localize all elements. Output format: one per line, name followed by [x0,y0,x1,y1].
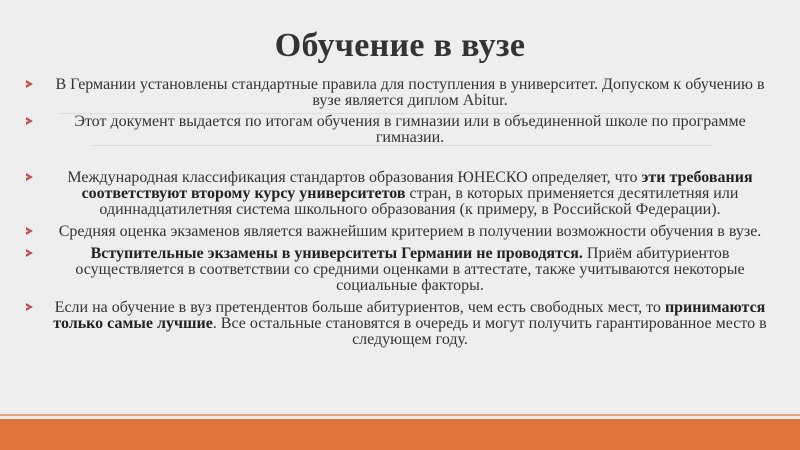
bullet-text: В Германии установлены стандартные правила для поступления в университет. Допуском к обучению в вузе является диплом Abitur. [55,76,765,109]
bullet-bold-text: Вступительные экзамены в университеты Германии не проводятся. [90,245,583,262]
footer-accent-line [0,414,800,416]
bullet-text: . Все остальные становятся в очередь и могут получить гарантированное место в следующем году. [212,315,767,348]
bullet-text: Международная классификация стандартов образования ЮНЕСКО определяет, что [67,169,642,186]
bullet-item [26,77,780,109]
bullet-bold-text: эти требования соответствуют второму курсу университетов [81,169,753,202]
bullet-list [26,77,780,348]
arrow-bullet-icon [26,173,33,181]
arrow-bullet-icon [26,249,33,257]
bullet-item [26,300,780,348]
bullet-item [26,170,780,218]
bullet-text: стран, в которых применяется десятилетняя или одиннадцатилетняя система школьного образования (к примеру, в Российской Федерации). [99,185,739,218]
bullet-text: Этот документ выдается по итогам обучения в гимназии или в объединенной школе по программе гимназии. [74,113,746,146]
bullet-text: Если на обучение в вуз претендентов больше абитуриентов, чем есть свободных мест, то [54,299,665,316]
arrow-bullet-icon [26,303,33,311]
bullet-item [26,114,780,146]
bullet-text: Средняя оценка экзаменов является важнейшим критерием в получении возможности обучения в вузе. [58,223,762,240]
slide-title: Обучение в вузе [274,27,526,64]
bullet-text: Приём абитуриентов осуществляется в соответствии со средними оценками в аттестате, также учитываются некоторые социальные факторы. [75,245,745,294]
bullet-item [26,246,780,294]
arrow-bullet-icon [26,80,33,88]
arrow-bullet-icon [26,117,33,125]
bullet-item [26,224,780,240]
bullet-bold-text: принимаются только самые лучшие [53,299,766,332]
arrow-bullet-icon [26,227,33,235]
footer-bar [0,419,800,450]
